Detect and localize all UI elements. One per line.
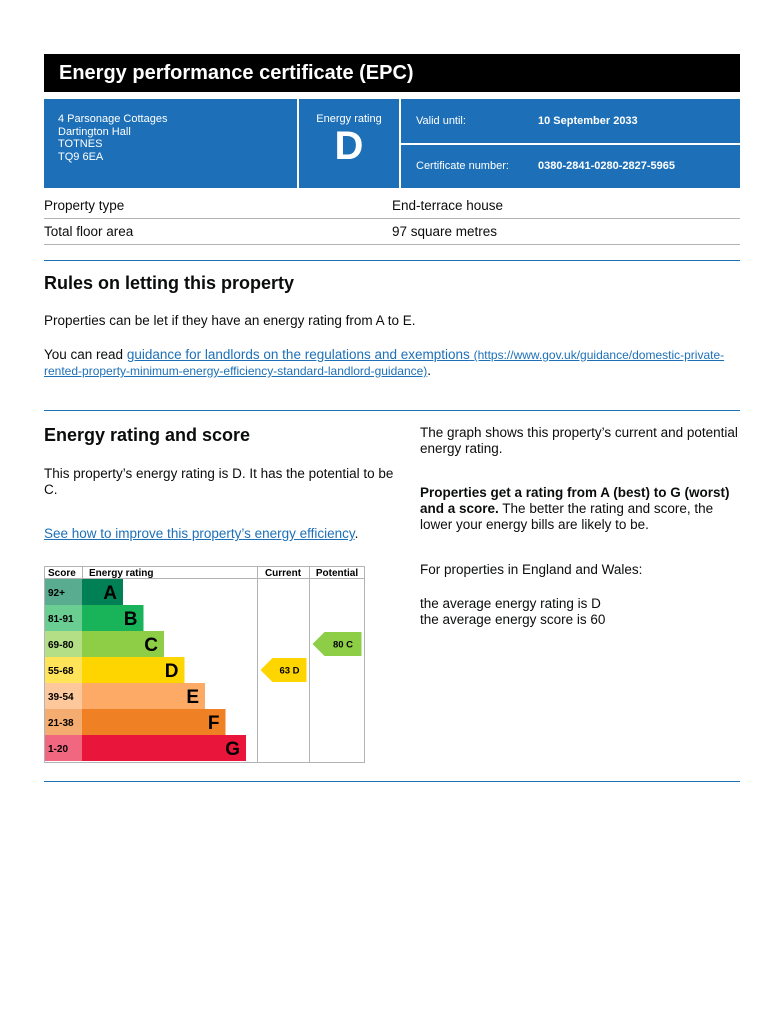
- rules-heading: Rules on letting this property: [44, 273, 295, 293]
- average-rating: the average energy rating is D: [420, 596, 601, 611]
- energy-rating-label: Energy rating: [316, 113, 382, 125]
- certificate-number-label: Certificate number:: [416, 160, 509, 173]
- rules-paragraph: Properties can be let if they have an energy rating from A to E.: [44, 313, 416, 328]
- band-letter: C: [144, 635, 158, 656]
- band-score-label: 81-91: [48, 614, 74, 625]
- score-section: [44, 411, 740, 764]
- chart-header-rating: Energy rating: [89, 568, 154, 579]
- chart-header-score: Score: [48, 568, 76, 579]
- certificate-number-row: [401, 145, 740, 189]
- band-score-label: 39-54: [48, 692, 74, 703]
- band-score-label: 55-68: [48, 666, 74, 677]
- band-bar: [82, 735, 246, 761]
- address-line: Dartington Hall: [58, 125, 131, 138]
- energy-rating-chart: [44, 566, 366, 764]
- address-line: TQ9 6EA: [58, 150, 104, 163]
- chart-header-potential: Potential: [315, 568, 359, 579]
- improve-paragraph: [44, 526, 394, 542]
- band-letter: D: [164, 661, 179, 682]
- current-rating-label: 63 D: [279, 665, 300, 677]
- summary-header: [44, 99, 740, 188]
- region-text: For properties in England and Wales:: [420, 562, 643, 577]
- page-title: [44, 54, 740, 92]
- guidance-suffix: .: [427, 363, 432, 378]
- band-score-label: 92+: [48, 588, 65, 599]
- page-title-text: Energy performance certificate (EPC): [59, 61, 414, 84]
- property-row: [44, 193, 740, 219]
- epc-page: [44, 54, 740, 782]
- property-label: Total floor area: [44, 224, 134, 239]
- guidance-link-text: guidance for landlords on the regulations and exemptions: [126, 347, 470, 362]
- band-letter: F: [207, 713, 220, 734]
- property-value: 97 square metres: [392, 224, 498, 239]
- rating-explanation: [420, 485, 740, 533]
- section-divider: [44, 781, 740, 782]
- score-left-column: [44, 425, 394, 764]
- valid-until-row: [401, 99, 740, 143]
- band-letter: A: [103, 583, 117, 604]
- property-label: Property type: [44, 198, 125, 213]
- certificate-number-value: 0380-2841-0280-2827-5965: [538, 160, 676, 173]
- property-row: [44, 219, 740, 245]
- band-score-label: 21-38: [48, 718, 74, 729]
- average-score: the average energy score is 60: [420, 612, 606, 627]
- improve-suffix: .: [354, 526, 359, 541]
- band-letter: E: [186, 687, 199, 708]
- energy-rating-value: D: [334, 124, 364, 168]
- score-right-column: [420, 425, 740, 764]
- address-line: 4 Parsonage Cottages: [58, 113, 168, 125]
- potential-rating-label: 80 C: [332, 639, 354, 651]
- band-letter: B: [123, 609, 138, 630]
- guidance-prefix: You can read: [44, 347, 127, 362]
- score-heading: Energy rating and score: [44, 425, 251, 445]
- property-summary: [44, 193, 740, 245]
- rating-explanation-rest: The better the rating and score, the lower your energy bills are likely to be.: [420, 501, 714, 532]
- guidance-link[interactable]: [44, 347, 724, 378]
- guidance-link-url: (https://www.gov.uk/guidance/domestic-private-rented-property-minimum-energy-efficiency-standard-landlord-guidance): [44, 348, 725, 378]
- graph-explanation: The graph shows this property’s current and potential energy rating.: [420, 425, 738, 456]
- rating-explanation-bold: Properties get a rating from A (best) to G (worst) and a score.: [420, 485, 730, 516]
- improve-link[interactable]: See how to improve this property’s energy efficiency: [44, 526, 355, 541]
- rules-guidance-paragraph: [44, 347, 740, 379]
- score-paragraph: This property’s energy rating is D. It has the potential to be C.: [44, 466, 394, 497]
- address-line: TOTNES: [58, 138, 103, 150]
- address-block: [44, 99, 297, 188]
- band-score-label: 69-80: [48, 640, 74, 651]
- energy-rating-box: [299, 99, 399, 188]
- certificate-details: [401, 99, 740, 188]
- property-value: End-terrace house: [392, 198, 504, 213]
- band-score-label: 1-20: [48, 744, 69, 755]
- band-letter: G: [225, 739, 240, 760]
- band-bar: [82, 709, 226, 735]
- valid-until-value: 10 September 2033: [538, 114, 638, 127]
- rules-section: [44, 261, 740, 379]
- chart-header-current: Current: [264, 568, 302, 579]
- valid-until-label: Valid until:: [416, 114, 466, 127]
